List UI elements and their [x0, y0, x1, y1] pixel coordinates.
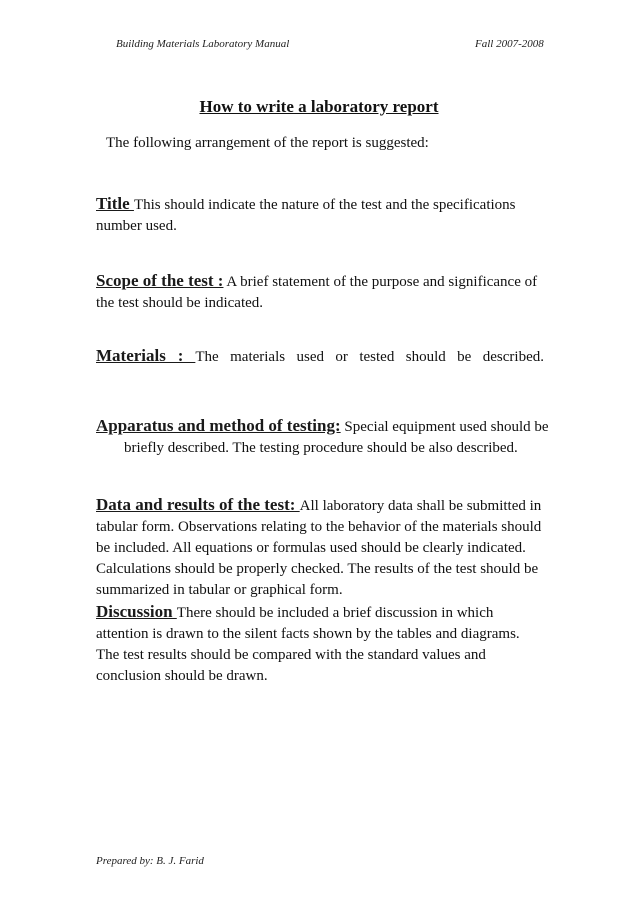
section-body: This should indicate the nature of the test and the specifications number used. — [96, 197, 516, 234]
section-apparatus — [96, 415, 572, 459]
section-body: A brief statement of the purpose and significance of the test should be indicated. — [96, 274, 538, 311]
section-body: All laboratory data shall be submitted in tabular form. Observations relating to the behavior of the materials should be included. All equations or formulas used should be clearly indicated. Calculations should be properly checked. The results of the test should be summarized in tabular or graphical form. — [96, 498, 542, 598]
section-heading: Apparatus and method of testing: — [96, 416, 341, 435]
section-data-results — [96, 494, 544, 601]
section-body: The materials used or tested should be described. — [195, 349, 544, 365]
section-heading: Title — [96, 194, 134, 213]
section-materials — [96, 345, 544, 368]
page-title: How to write a laboratory report — [199, 97, 439, 116]
section-scope — [96, 270, 544, 314]
footer-author: Prepared by: B. J. Farid — [96, 855, 204, 867]
section-heading: Discussion — [96, 602, 177, 621]
section-body: There should be included a brief discussion in which attention is drawn to the silent facts shown by the tables and diagrams. The test results should be compared with the standard values and conclusion should be drawn. — [96, 605, 520, 684]
section-heading: Data and results of the test: — [96, 495, 300, 514]
intro-text: The following arrangement of the report is suggested: — [106, 135, 429, 151]
section-heading: Materials : — [96, 346, 196, 365]
section-title — [96, 193, 544, 237]
section-discussion — [96, 601, 544, 687]
section-body: Special equipment used should be briefly described. The testing procedure should be also described. — [124, 419, 549, 456]
section-heading: Scope of the test : — [96, 271, 224, 290]
header-manual-title: Building Materials Laboratory Manual — [116, 38, 290, 50]
header-term: Fall 2007-2008 — [475, 38, 544, 50]
